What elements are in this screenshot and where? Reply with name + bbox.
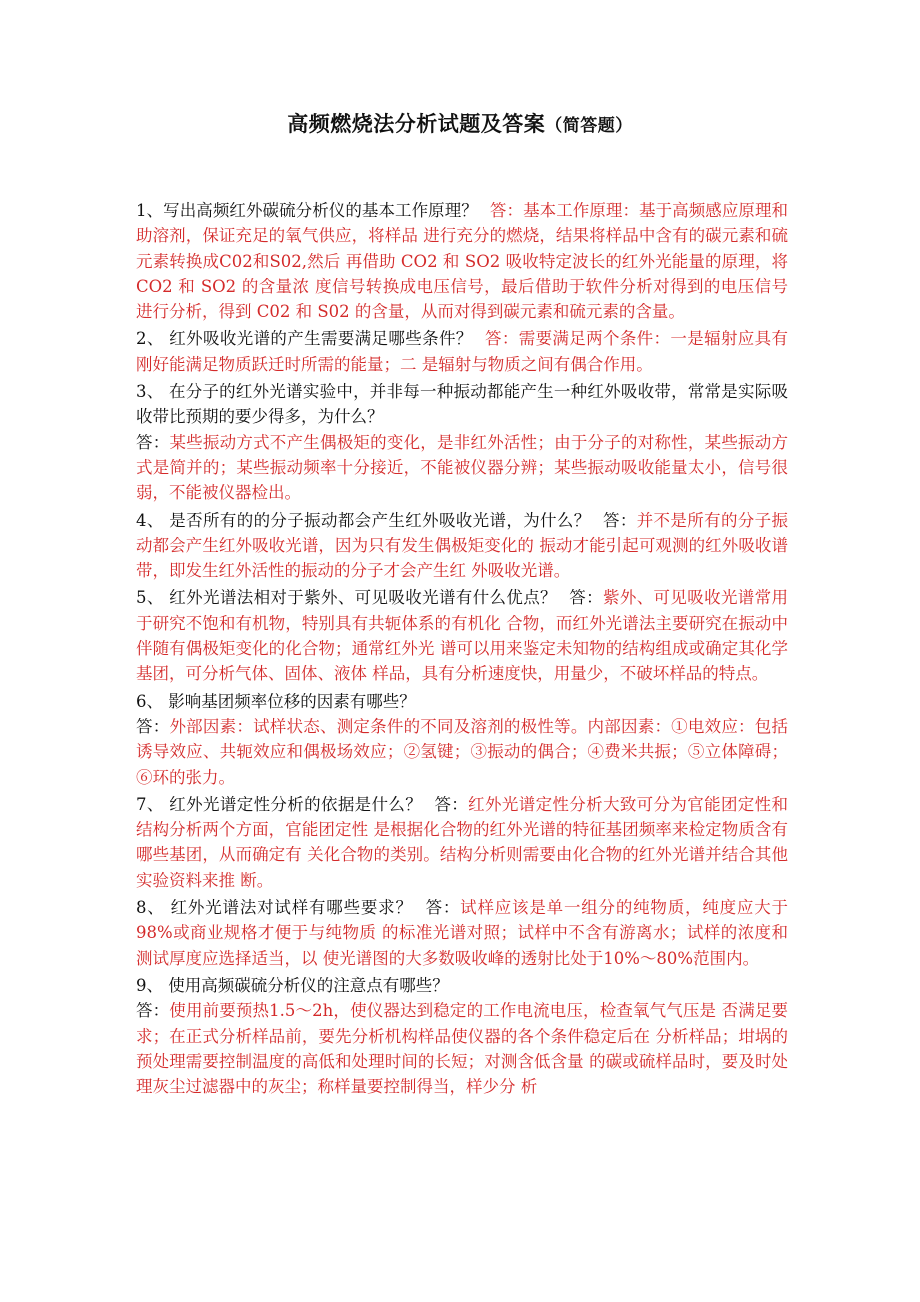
qa-item-1 (136, 198, 788, 324)
answer-7: 红外光谱定性分析大致可分为官能团定性和结构分析两个方面，官能团定性 是根据化合物的红外光谱的特征基团频率来检定物质含有哪些基团，从而确定有 关化合物的类别。结构分析则需要由化合物的红外光谱并结合其他实验资料来推 断。 (136, 794, 789, 890)
question-8: 8、 红外光谱法对试样有哪些要求？ (136, 898, 413, 918)
answer-4: 并不是所有的分子振动都会产生红外吸收光谱，因为只有发生偶极矩变化的 振动才能引起可观测的红外吸收谱带，即发生红外活性的振动的分子才会产生红 外吸收光谱。 (136, 510, 789, 581)
question-5: 5、 红外光谱法相对于紫外、可见吸收光谱有什么优点？ (136, 588, 557, 608)
document-title (0, 108, 920, 138)
answer-label-4: 答： (602, 510, 637, 530)
question-4: 4、 是否所有的的分子振动都会产生红外吸收光谱，为什么？ (136, 510, 591, 530)
answer-5: 紫外、可见吸收光谱常用于研究不饱和有机物，特别具有共轭体系的有机化 合物，而红外光谱法主要研究在振动中伴随有偶极矩变化的化合物；通常红外光 谱可以用来鉴定未知物的结构组成或确定其化学基团，可分析气体、固体、液体 样品，具有分析速度快，用量少，不破坏样品的特点。 (136, 588, 789, 684)
qa-item-3 (136, 379, 788, 505)
question-7: 7、 红外光谱定性分析的依据是什么？ (136, 794, 423, 814)
answer-label-2: 答： (484, 329, 519, 349)
answer-label-7: 答： (434, 794, 469, 814)
question-9: 9、 使用高频碳硫分析仪的注意点有哪些？ (136, 975, 449, 995)
answer-label-5: 答： (568, 588, 603, 608)
question-1: 1、写出高频红外碳硫分析仪的基本工作原理？ (136, 201, 478, 220)
qa-item-7 (136, 792, 788, 893)
answer-label-6: 答： (136, 716, 170, 736)
title-main: 高频燃烧法分析试题及答案 (287, 112, 546, 136)
answer-2: 需要满足两个条件：一是辐射应具有刚好能满足物质跃迁时所需的能量；二 是辐射与物质之间有偶合作用。 (136, 329, 789, 374)
answer-label-9: 答： (136, 1001, 170, 1021)
title-sub: （简答题） (545, 116, 633, 136)
question-3: 3、 在分子的红外光谱实验中，并非每一种振动都能产生一种红外吸收带，常常是实际吸收带比预期的要少得多，为什么？ (136, 382, 788, 427)
answer-1: 基本工作原理：基于高频感应原理和助溶剂，保证充足的氧气供应，将样品 进行充分的燃烧，结果将样品中含有的碳元素和硫元素转换成C02和S02,然后 再借助 CO2 和 SO2 吸收特定波长的红外光能量的原理，将 CO2 和 SO2 的含量浓 度信号转换成电压信号，最后借助于软件分析对得到的电压信号进行分析，得到 C02 和 S02 的含量，从而对得到碳元素和硫元素的含量。 (136, 201, 789, 322)
qa-item-4 (136, 508, 788, 584)
question-2: 2、 红外吸收光谱的产生需要满足哪些条件？ (136, 329, 473, 349)
qa-item-5 (136, 585, 788, 686)
answer-label-1: 答： (489, 201, 524, 220)
answer-9: 使用前要预热1.5～2h，使仪器达到稳定的工作电流电压，检查氧气气压是 否满足要求；在正式分析样品前，要先分析机构样品使仪器的各个条件稳定后在 分析样品；坩埚的预处理需要控制温度的高低和处理时间的长短；对测含低含量 的碳或硫样品时，要及时处理灰尘过滤器中的灰尘；称样量要控制得当，样少分 析 (136, 1001, 788, 1097)
answer-3: 某些振动方式不产生偶极矩的变化，是非红外活性；由于分子的对称性，某些振动方式是简并的；某些振动频率十分接近，不能被仪器分辨；某些振动吸收能量太小，信号很弱，不能被仪器检出。 (136, 432, 789, 503)
qa-item-2 (136, 326, 788, 377)
qa-item-8 (136, 895, 788, 971)
qa-list (136, 198, 788, 1101)
answer-6: 外部因素：试样状态、测定条件的不同及溶剂的极性等。内部因素：①电效应：包括诱导效应、共轭效应和偶极场效应；②氢键；③振动的偶合；④费米共振；⑤立体障碍；⑥环的张力。 (136, 716, 789, 787)
qa-item-6 (136, 689, 788, 790)
answer-label-8: 答： (424, 898, 461, 918)
qa-item-9 (136, 973, 788, 1099)
question-6: 6、 影响基团频率位移的因素有哪些？ (136, 691, 416, 711)
answer-label-3: 答： (136, 432, 170, 452)
answer-8: 试样应该是单一组分的纯物质，纯度应大于 98%或商业规格才便于与纯物质 的标准光谱对照；试样中不含有游离水；试样的浓度和测试厚度应选择适当，以 使光谱图的大多数吸收峰的透射比处于10%～80%范围内。 (136, 898, 789, 968)
